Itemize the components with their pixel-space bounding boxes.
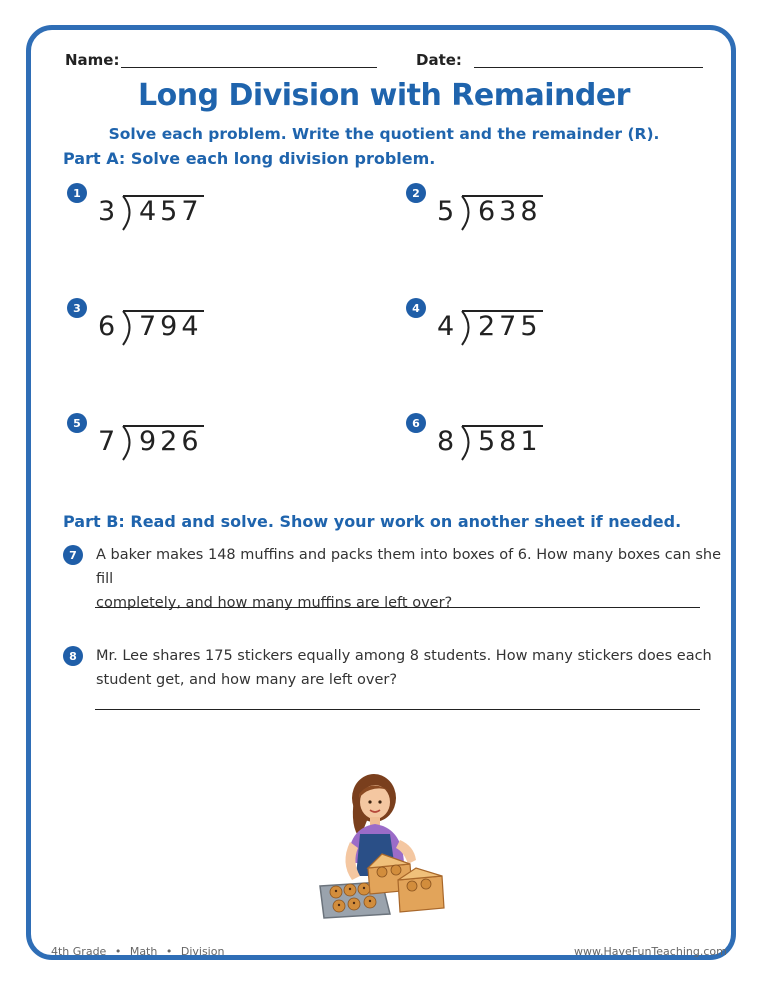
problem-number-badge: 3 bbox=[67, 298, 87, 318]
divisor: 8 bbox=[437, 426, 456, 457]
page-title: Long Division with Remainder bbox=[138, 78, 630, 113]
problem-number-badge: 6 bbox=[406, 413, 426, 433]
footer-subject: Math bbox=[129, 945, 158, 958]
footer-bullet: • bbox=[165, 945, 173, 958]
name-label: Name: bbox=[65, 51, 120, 69]
divisor: 5 bbox=[437, 196, 456, 227]
answer-line[interactable] bbox=[95, 607, 700, 608]
divisor: 3 bbox=[98, 196, 117, 227]
dividend: 926 bbox=[139, 426, 203, 457]
baker-girl-muffins-icon bbox=[312, 768, 457, 923]
name-field[interactable] bbox=[121, 67, 377, 68]
problem-text bbox=[96, 543, 736, 615]
answer-line[interactable] bbox=[95, 709, 700, 710]
part-b-heading: Part B: Read and solve. Show your work on another sheet if needed. bbox=[63, 512, 682, 531]
dividend: 794 bbox=[139, 311, 203, 342]
problem-number-badge: 1 bbox=[67, 183, 87, 203]
dividend: 638 bbox=[478, 196, 542, 227]
problem-text-line: student get, and how many are left over? bbox=[96, 672, 398, 688]
problem-number-badge: 5 bbox=[67, 413, 87, 433]
instructions: Solve each problem. Write the quotient and the remainder (R). bbox=[108, 125, 660, 143]
dividend: 581 bbox=[478, 426, 542, 457]
footer-grade: 4th Grade bbox=[51, 945, 107, 958]
date-field[interactable] bbox=[474, 67, 703, 68]
problem-number-badge: 8 bbox=[63, 646, 83, 666]
part-a-heading: Part A: Solve each long division problem. bbox=[63, 149, 436, 168]
problem-number-badge: 7 bbox=[63, 545, 83, 565]
problem-text bbox=[96, 644, 736, 692]
problem-text-line: A baker makes 148 muffins and packs them into boxes of 6. How many boxes can she fill bbox=[96, 547, 722, 587]
divisor: 7 bbox=[98, 426, 117, 457]
problem-number-badge: 4 bbox=[406, 298, 426, 318]
divisor: 6 bbox=[98, 311, 117, 342]
problem-number-badge: 2 bbox=[406, 183, 426, 203]
dividend: 275 bbox=[478, 311, 542, 342]
footer-website: www.HaveFunTeaching.com bbox=[574, 945, 727, 958]
footer-topic: Division bbox=[180, 945, 225, 958]
problem-text-line: Mr. Lee shares 175 stickers equally among 8 students. How many stickers does each bbox=[96, 648, 712, 664]
divisor: 4 bbox=[437, 311, 456, 342]
footer-meta bbox=[51, 945, 224, 958]
dividend: 457 bbox=[139, 196, 203, 227]
date-label: Date: bbox=[416, 51, 462, 69]
footer-bullet: • bbox=[114, 945, 122, 958]
problem-text-line: completely, and how many muffins are left over? bbox=[96, 595, 453, 611]
